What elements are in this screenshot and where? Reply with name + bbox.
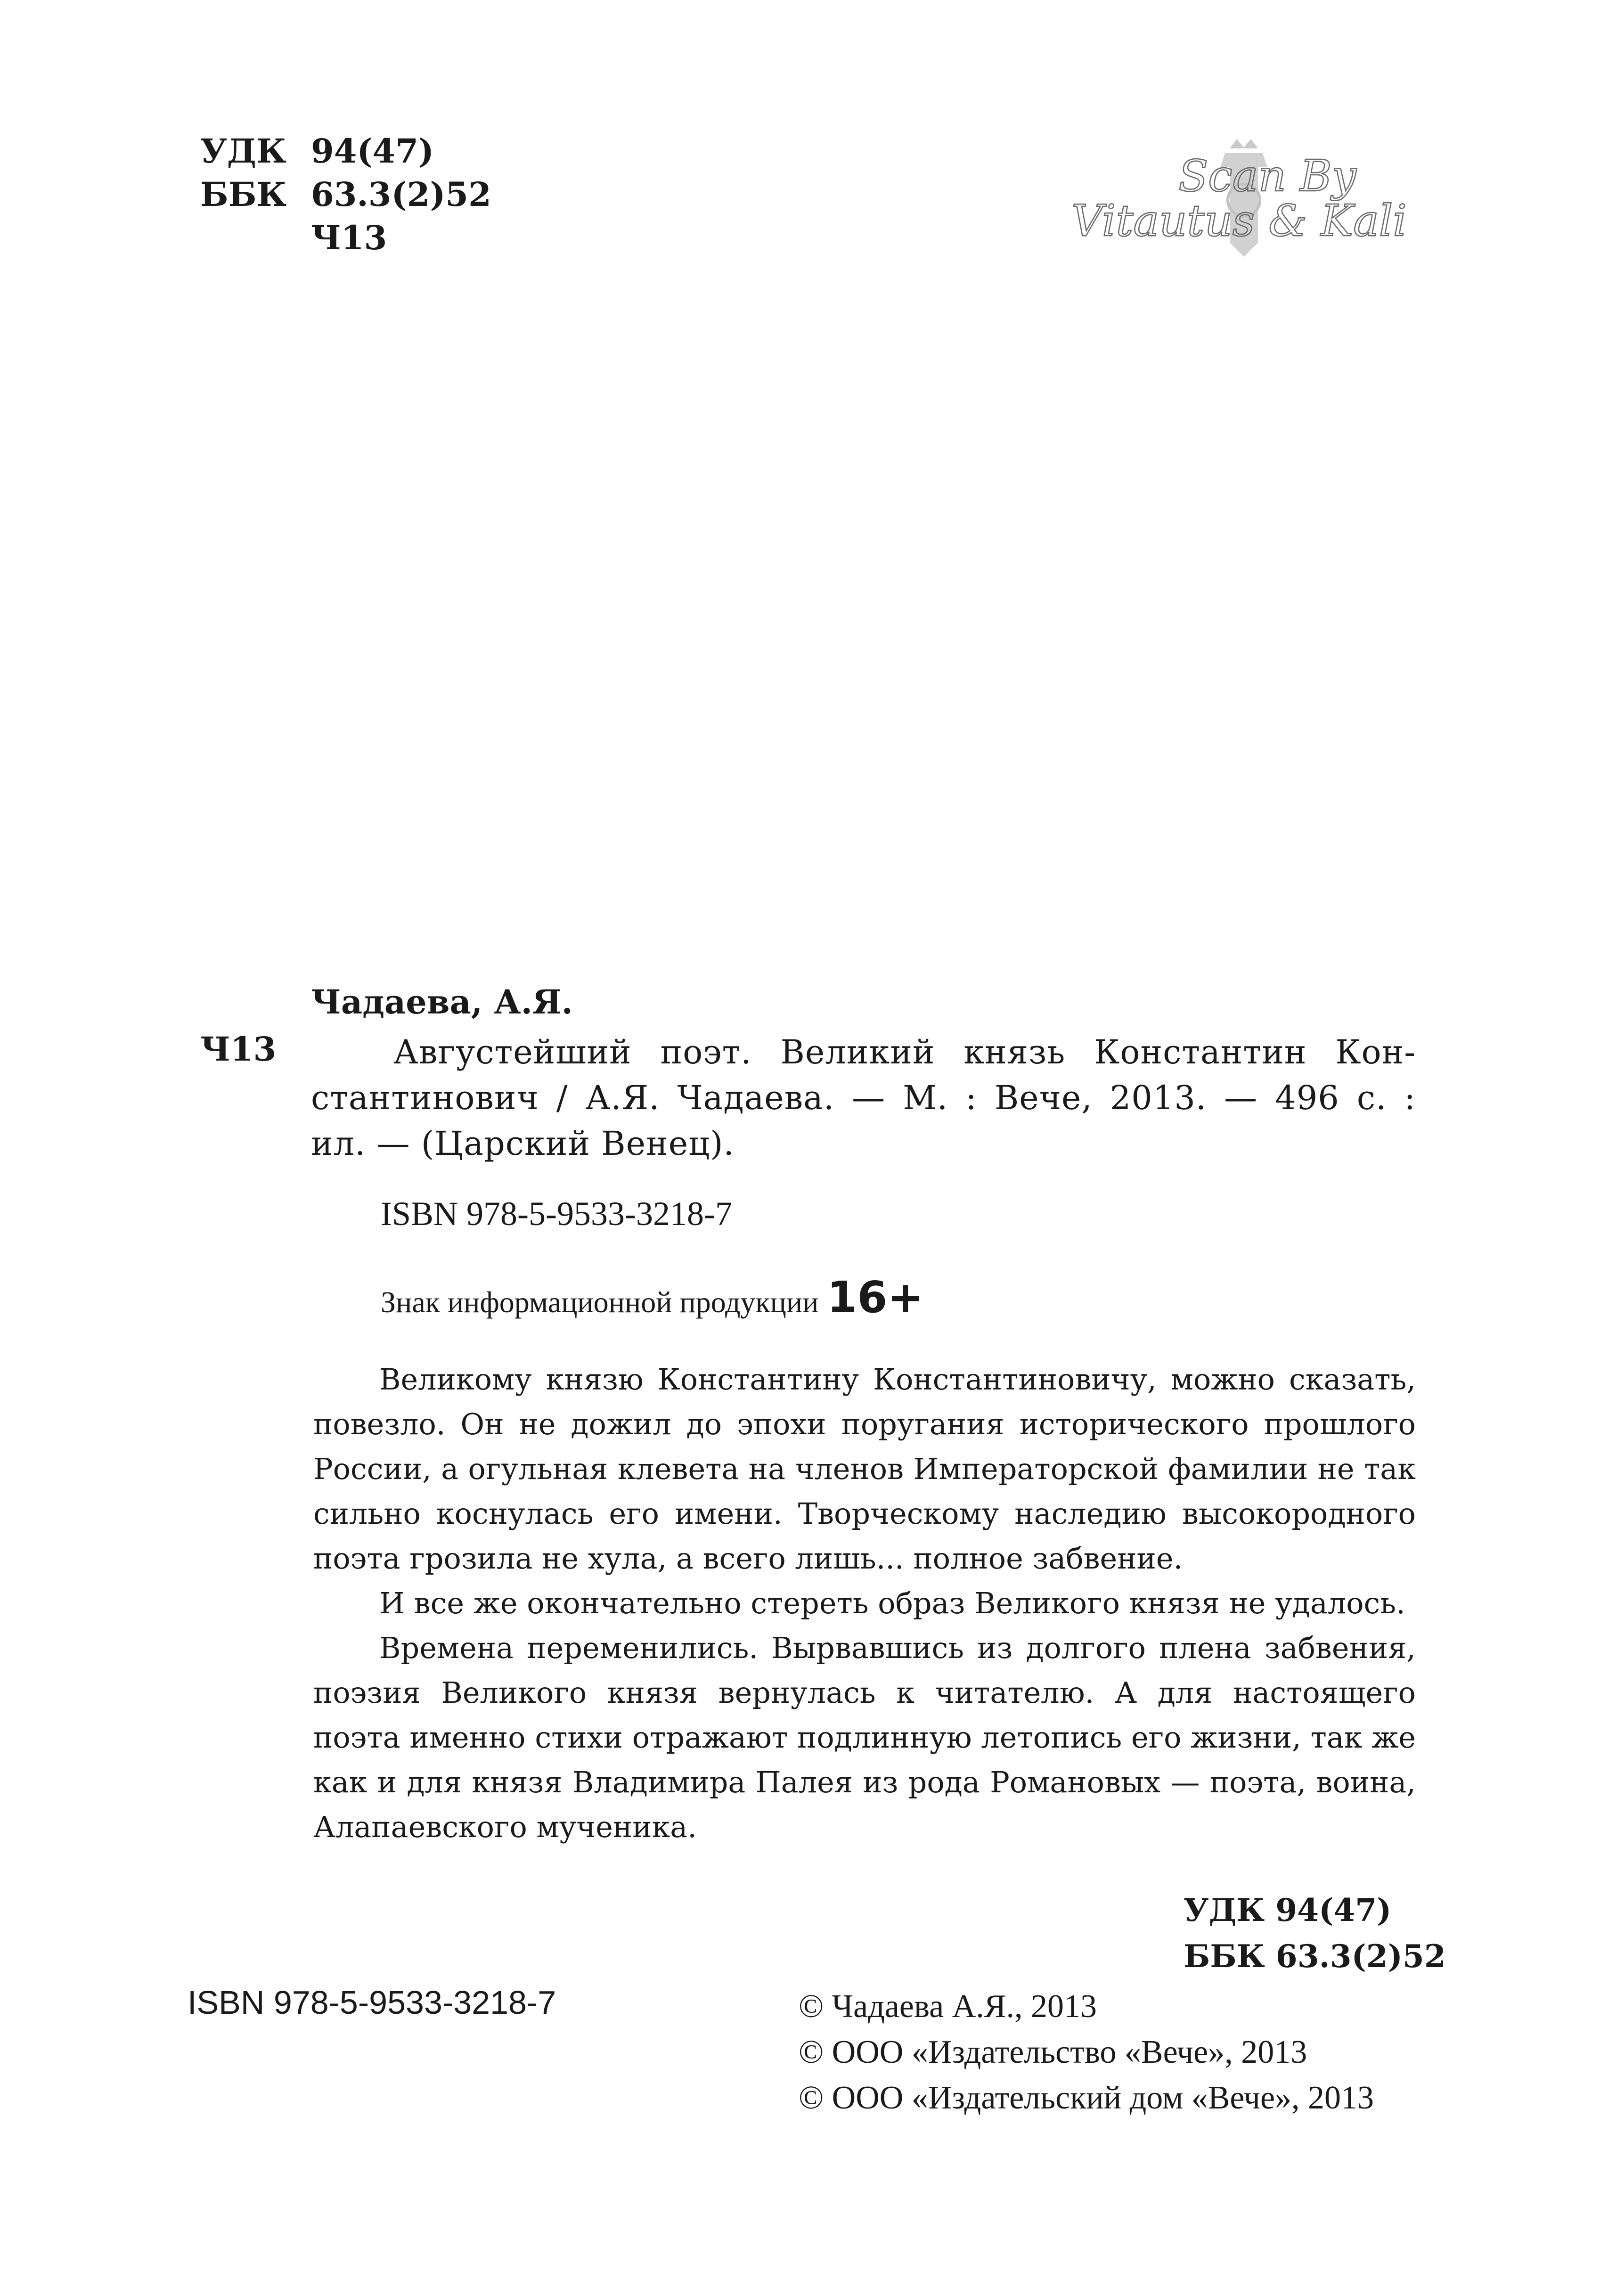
copyright-line: © ООО «Издательский дом «Вече», 2013 — [799, 2080, 1374, 2116]
age-rating-label: Знак информационной продукции — [381, 1285, 819, 1319]
footer-bbk: ББК 63.3(2)52 — [1184, 1938, 1446, 1975]
bbk-value: 63.3(2)52 — [311, 175, 491, 214]
bbk-row — [200, 173, 491, 216]
annotation-paragraph: И все же окончательно стереть образ Великого князя не удалось. — [379, 1586, 1405, 1620]
card-line: Августейший поэт. Великий князь Константин Кон- — [393, 1033, 1416, 1071]
card-author-sign: Ч13 — [200, 1030, 277, 1069]
card-line: ил. — (Царский Венец). — [311, 1124, 735, 1163]
copyright-line: © ООО «Издательство «Вече», 2013 — [799, 2034, 1307, 2070]
author-sign-row — [200, 216, 491, 260]
annotation — [313, 1357, 1416, 1849]
footer-classification — [1184, 1887, 1446, 1979]
annotation-paragraph: Великому князю Константину Константиновичу, можно сказать, повезло. Он не дожил до эпохи поругания исторического прошлого России, а огульная клевета на членов Императорской фамилии не так сильно коснулась его имени. Творческому наследию высокородного поэта грозила не хула, а всего лишь... полное забвение. — [313, 1362, 1416, 1576]
footer-udk: УДК 94(47) — [1184, 1892, 1392, 1928]
annotation-paragraph: Времена переменились. Вырвавшись из долгого плена забвения, поэзия Великого князя вернулась к читателю. А для настоящего поэта именно стихи отражают подлинную летопись его жизни, так же как и для князя Владимира Палея из рода Романовых — поэта, воина, Алапаевского мученика. — [313, 1631, 1416, 1844]
age-rating-badge: 16+ — [827, 1272, 924, 1323]
bbk-label: ББК — [200, 175, 287, 214]
age-rating-line — [381, 1272, 923, 1323]
udk-label: УДК — [200, 131, 286, 171]
footer-isbn: ISBN 978-5-9533-3218-7 — [188, 1984, 556, 2021]
udk-row — [200, 130, 491, 173]
watermark-line2: Vitautus & Kali — [1071, 196, 1407, 246]
watermark-line1: Scan By — [1178, 151, 1356, 201]
card-line: стантинович / А.Я. Чадаева. — М. : Вече, 2013. — 496 с. : — [311, 1079, 1416, 1117]
author-sign-label — [200, 216, 311, 260]
card-description — [311, 1030, 1416, 1167]
card-author: Чадаева, А.Я. — [311, 982, 573, 1021]
author-sign-value: Ч13 — [311, 218, 387, 257]
classification-block — [200, 130, 491, 260]
copyright-block — [799, 1984, 1374, 2121]
card-isbn: ISBN 978-5-9533-3218-7 — [381, 1195, 732, 1233]
scanner-watermark — [1069, 134, 1409, 266]
udk-value: 94(47) — [311, 131, 434, 171]
copyright-line: © Чадаева А.Я., 2013 — [799, 1988, 1097, 2025]
